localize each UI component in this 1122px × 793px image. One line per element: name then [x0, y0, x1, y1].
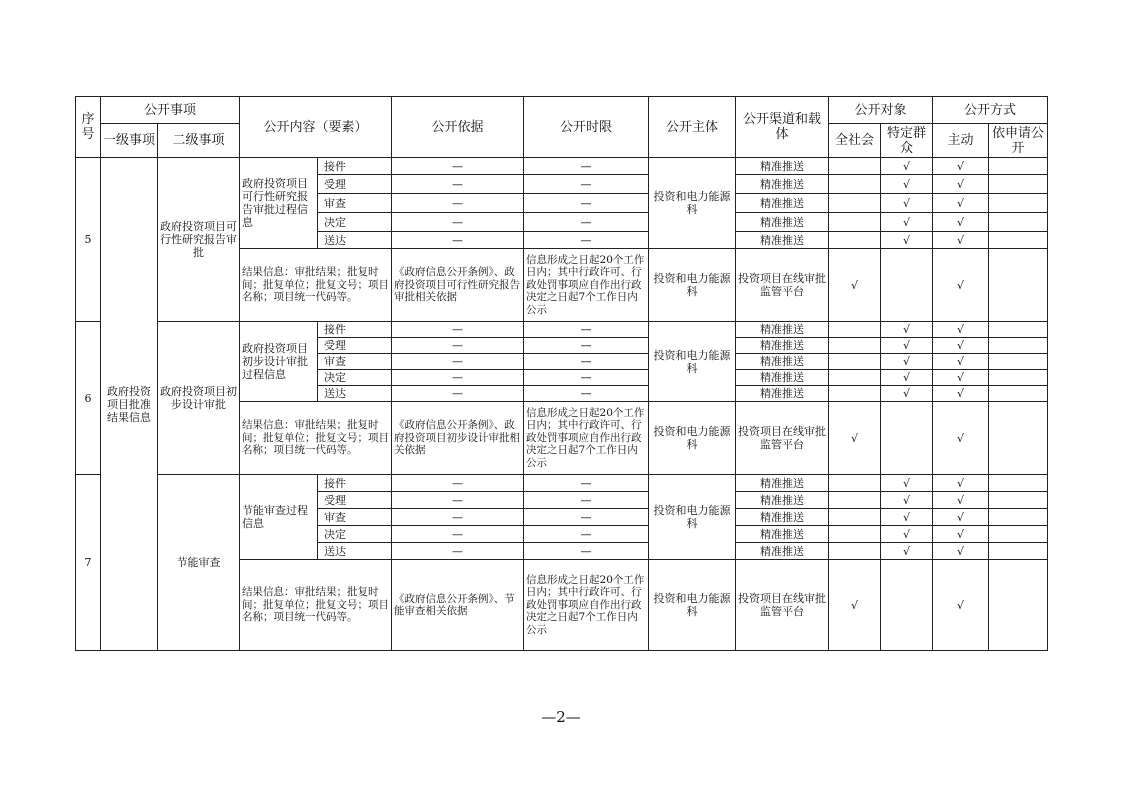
active-check: √ — [933, 322, 989, 338]
active-check: √ — [933, 526, 989, 543]
specific-check: √ — [881, 354, 933, 370]
request-cell — [989, 543, 1048, 560]
result-basis: 《政府信息公开条例》、节能审查相关依据 — [392, 560, 524, 651]
step-cell: 接件 — [318, 158, 392, 175]
active-check: √ — [933, 194, 989, 213]
deadline-cell: — — [524, 526, 649, 543]
header-audience: 公开对象 — [829, 97, 933, 124]
step-cell: 决定 — [318, 213, 392, 232]
request-cell — [989, 158, 1048, 175]
step-cell: 送达 — [318, 543, 392, 560]
request-cell — [989, 322, 1048, 338]
header-on-request: 依申请公开 — [989, 124, 1048, 158]
request-cell — [989, 492, 1048, 509]
deadline-cell: — — [524, 158, 649, 175]
specific-check: √ — [881, 175, 933, 194]
request-cell — [989, 213, 1048, 232]
request-cell — [989, 338, 1048, 354]
specific-check: √ — [881, 338, 933, 354]
header-active: 主动 — [933, 124, 989, 158]
active-check: √ — [933, 354, 989, 370]
specific-check: √ — [881, 213, 933, 232]
request-cell — [989, 232, 1048, 249]
channel-cell: 精准推送 — [736, 543, 829, 560]
active-check: √ — [933, 509, 989, 526]
request-cell — [989, 354, 1048, 370]
process-label: 政府投资项目初步设计审批过程信息 — [240, 322, 318, 402]
basis-cell: — — [392, 386, 524, 402]
request-cell — [989, 509, 1048, 526]
basis-cell: — — [392, 475, 524, 492]
channel-cell: 精准推送 — [736, 194, 829, 213]
subject-cell: 投资和电力能源科 — [649, 560, 736, 651]
request-cell — [989, 526, 1048, 543]
header-items: 公开事项 — [101, 97, 240, 124]
channel-cell: 精准推送 — [736, 232, 829, 249]
basis-cell: — — [392, 543, 524, 560]
basis-cell: — — [392, 338, 524, 354]
active-check: √ — [933, 386, 989, 402]
step-cell: 受理 — [318, 492, 392, 509]
header-channel: 公开渠道和载体 — [736, 97, 829, 158]
disclosure-table — [75, 96, 1048, 651]
basis-cell: — — [392, 322, 524, 338]
result-basis: 《政府信息公开条例》、政府投资项目可行性研究报告审批相关依据 — [392, 249, 524, 322]
step-cell: 受理 — [318, 175, 392, 194]
specific-check: √ — [881, 492, 933, 509]
public-cell — [829, 175, 881, 194]
deadline-cell: — — [524, 475, 649, 492]
result-basis: 《政府信息公开条例》、政府投资项目初步设计审批相关依据 — [392, 402, 524, 475]
specific-cell — [881, 560, 933, 651]
channel-cell: 精准推送 — [736, 213, 829, 232]
request-cell — [989, 475, 1048, 492]
header-subject: 公开主体 — [649, 97, 736, 158]
public-cell — [829, 194, 881, 213]
specific-check: √ — [881, 322, 933, 338]
header-public: 全社会 — [829, 124, 881, 158]
public-cell — [829, 475, 881, 492]
result-content: 结果信息：审批结果；批复时间；批复单位；批复文号；项目名称；项目统一代码等。 — [240, 560, 392, 651]
step-cell: 接件 — [318, 322, 392, 338]
deadline-cell: — — [524, 386, 649, 402]
channel-cell: 精准推送 — [736, 354, 829, 370]
basis-cell: — — [392, 526, 524, 543]
result-channel: 投资项目在线审批监管平台 — [736, 402, 829, 475]
step-cell: 接件 — [318, 475, 392, 492]
specific-check: √ — [881, 194, 933, 213]
specific-check: √ — [881, 475, 933, 492]
basis-cell: — — [392, 354, 524, 370]
specific-check: √ — [881, 526, 933, 543]
public-check: √ — [829, 249, 881, 322]
public-cell — [829, 158, 881, 175]
subject-cell: 投资和电力能源科 — [649, 249, 736, 322]
channel-cell: 精准推送 — [736, 322, 829, 338]
basis-cell: — — [392, 509, 524, 526]
header-method: 公开方式 — [933, 97, 1048, 124]
public-cell — [829, 543, 881, 560]
step-cell: 审查 — [318, 509, 392, 526]
result-deadline: 信息形成之日起20个工作日内；其中行政许可、行政处罚事项应自作出行政决定之日起7个工作日内公示 — [524, 402, 649, 475]
result-channel: 投资项目在线审批监管平台 — [736, 249, 829, 322]
seq-cell: 7 — [76, 475, 101, 651]
active-check: √ — [933, 158, 989, 175]
basis-cell: — — [392, 194, 524, 213]
active-check: √ — [933, 175, 989, 194]
request-cell — [989, 560, 1048, 651]
seq-cell: 6 — [76, 322, 101, 475]
basis-cell: — — [392, 492, 524, 509]
basis-cell: — — [392, 175, 524, 194]
deadline-cell: — — [524, 175, 649, 194]
request-cell — [989, 386, 1048, 402]
step-cell: 送达 — [318, 232, 392, 249]
step-cell: 决定 — [318, 526, 392, 543]
table-row — [76, 158, 1048, 175]
header-deadline: 公开时限 — [524, 97, 649, 158]
active-check: √ — [933, 213, 989, 232]
active-check: √ — [933, 249, 989, 322]
result-deadline: 信息形成之日起20个工作日内；其中行政许可、行政处罚事项应自作出行政决定之日起7个工作日内公示 — [524, 249, 649, 322]
public-cell — [829, 232, 881, 249]
step-cell: 决定 — [318, 370, 392, 386]
specific-check: √ — [881, 386, 933, 402]
basis-cell: — — [392, 370, 524, 386]
deadline-cell: — — [524, 543, 649, 560]
public-cell — [829, 338, 881, 354]
active-check: √ — [933, 492, 989, 509]
request-cell — [989, 370, 1048, 386]
header-seq: 序号 — [76, 97, 101, 158]
result-content: 结果信息：审批结果；批复时间；批复单位；批复文号；项目名称；项目统一代码等。 — [240, 249, 392, 322]
subject-cell: 投资和电力能源科 — [649, 475, 736, 560]
process-label: 政府投资项目可行性研究报告审批过程信息 — [240, 158, 318, 249]
basis-cell: — — [392, 232, 524, 249]
page-number: —2— — [541, 708, 581, 726]
specific-check: √ — [881, 543, 933, 560]
public-cell — [829, 386, 881, 402]
request-cell — [989, 175, 1048, 194]
basis-cell: — — [392, 213, 524, 232]
header-content: 公开内容（要素） — [240, 97, 392, 158]
specific-cell — [881, 249, 933, 322]
header-specific: 特定群众 — [881, 124, 933, 158]
header-level2: 二级事项 — [158, 124, 240, 158]
public-cell — [829, 526, 881, 543]
process-label: 节能审查过程信息 — [240, 475, 318, 560]
public-cell — [829, 354, 881, 370]
request-cell — [989, 194, 1048, 213]
level2-cell: 政府投资项目可行性研究报告审批 — [158, 158, 240, 322]
active-check: √ — [933, 475, 989, 492]
result-channel: 投资项目在线审批监管平台 — [736, 560, 829, 651]
step-cell: 审查 — [318, 194, 392, 213]
public-cell — [829, 509, 881, 526]
subject-cell: 投资和电力能源科 — [649, 322, 736, 402]
channel-cell: 精准推送 — [736, 175, 829, 194]
table-row — [76, 475, 1048, 492]
active-check: √ — [933, 338, 989, 354]
level2-cell: 节能审查 — [158, 475, 240, 651]
level1-cell: 政府投资项目批准结果信息 — [101, 158, 158, 651]
deadline-cell: — — [524, 509, 649, 526]
channel-cell: 精准推送 — [736, 158, 829, 175]
public-check: √ — [829, 402, 881, 475]
result-deadline: 信息形成之日起20个工作日内；其中行政许可、行政处罚事项应自作出行政决定之日起7个工作日内公示 — [524, 560, 649, 651]
deadline-cell: — — [524, 338, 649, 354]
result-content: 结果信息：审批结果；批复时间；批复单位；批复文号；项目名称；项目统一代码等。 — [240, 402, 392, 475]
basis-cell: — — [392, 158, 524, 175]
step-cell: 送达 — [318, 386, 392, 402]
specific-check: √ — [881, 509, 933, 526]
channel-cell: 精准推送 — [736, 370, 829, 386]
deadline-cell: — — [524, 370, 649, 386]
level2-cell: 政府投资项目初步设计审批 — [158, 322, 240, 475]
deadline-cell: — — [524, 354, 649, 370]
seq-cell: 5 — [76, 158, 101, 322]
request-cell — [989, 249, 1048, 322]
specific-check: √ — [881, 232, 933, 249]
channel-cell: 精准推送 — [736, 509, 829, 526]
deadline-cell: — — [524, 232, 649, 249]
step-cell: 受理 — [318, 338, 392, 354]
specific-check: √ — [881, 370, 933, 386]
deadline-cell: — — [524, 492, 649, 509]
header-basis: 公开依据 — [392, 97, 524, 158]
channel-cell: 精准推送 — [736, 526, 829, 543]
deadline-cell: — — [524, 213, 649, 232]
step-cell: 审查 — [318, 354, 392, 370]
public-cell — [829, 322, 881, 338]
active-check: √ — [933, 402, 989, 475]
deadline-cell: — — [524, 194, 649, 213]
table-row — [76, 322, 1048, 338]
active-check: √ — [933, 370, 989, 386]
public-check: √ — [829, 560, 881, 651]
public-cell — [829, 370, 881, 386]
public-cell — [829, 492, 881, 509]
deadline-cell: — — [524, 322, 649, 338]
public-cell — [829, 213, 881, 232]
subject-cell: 投资和电力能源科 — [649, 158, 736, 249]
channel-cell: 精准推送 — [736, 338, 829, 354]
channel-cell: 精准推送 — [736, 386, 829, 402]
request-cell — [989, 402, 1048, 475]
subject-cell: 投资和电力能源科 — [649, 402, 736, 475]
channel-cell: 精准推送 — [736, 492, 829, 509]
active-check: √ — [933, 543, 989, 560]
active-check: √ — [933, 232, 989, 249]
header-level1: 一级事项 — [101, 124, 158, 158]
specific-cell — [881, 402, 933, 475]
active-check: √ — [933, 560, 989, 651]
channel-cell: 精准推送 — [736, 475, 829, 492]
specific-check: √ — [881, 158, 933, 175]
